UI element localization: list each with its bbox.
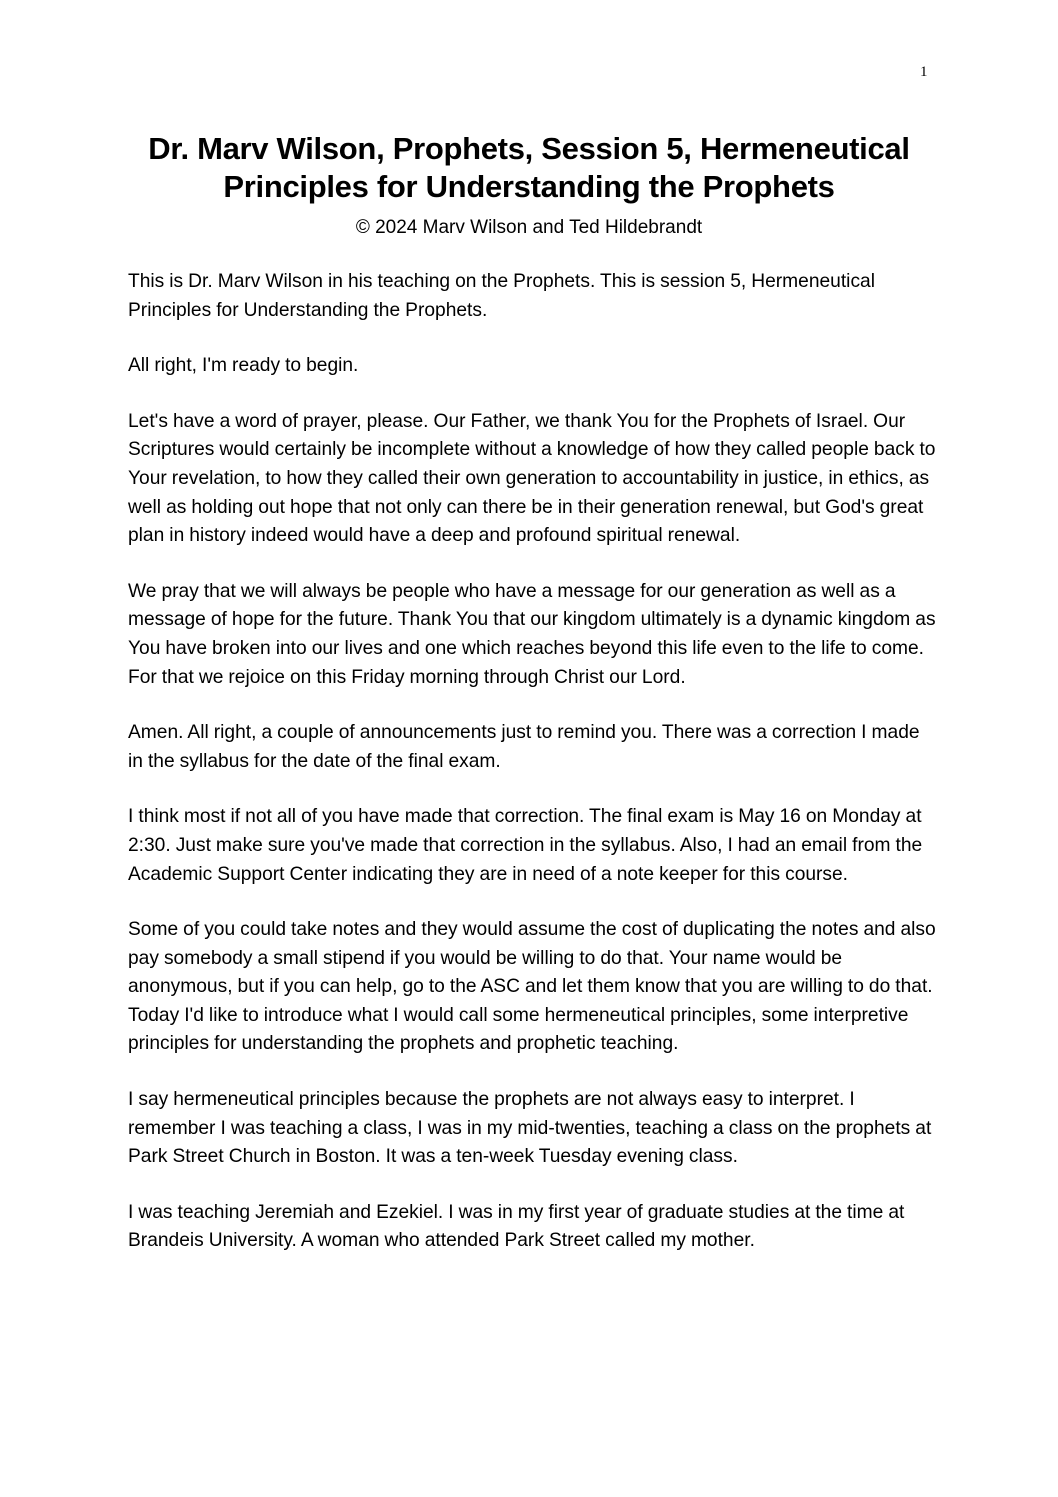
paragraph-jeremiah-ezekiel: I was teaching Jeremiah and Ezekiel. I was in my first year of graduate studies at the time at Brandeis University. A woman who attended Park Street called my mother. <box>128 1201 905 1252</box>
paragraph-begin: All right, I'm ready to begin. <box>128 355 359 377</box>
paragraph-hermeneutical: I say hermeneutical principles because the prophets are not always easy to interpret. I remember I was teaching a class, I was in my mid-twenties, teaching a class on the prophets at Park Street Church in Boston. It was a ten-week Tuesday evening class. <box>128 1089 932 1168</box>
copyright-line: © 2024 Marv Wilson and Ted Hildebrandt <box>355 217 703 238</box>
paragraph-prayer-continued: We pray that we will always be people who have a message for our generation as well as a message of hope for the future. Thank You that our kingdom ultimately is a dynamic kingdom as You have broken into our lives and one which reaches beyond this life even to the life to come. For that we rejoice on this Friday morning through Christ our Lord. <box>128 580 936 688</box>
paragraph-announcements: Amen. All right, a couple of announcements just to remind you. There was a correction I made in the syllabus for the date of the final exam. <box>128 722 920 772</box>
paragraph-intro: This is Dr. Marv Wilson in his teaching on the Prophets. This is session 5, Hermeneutical Principles for Understanding the Prophets. <box>128 271 875 321</box>
paragraph-note-keeper: Some of you could take notes and they would assume the cost of duplicating the notes and also pay somebody a small stipend if you would be willing to do that. Your name would be anonymous, but if you can help, go to the ASC and let them know that you are willing to do that. Today I'd like to introduce what I would call some hermeneutical principles, some interpretive principles for understanding the prophets and prophetic teaching. <box>128 919 936 1055</box>
page-number: 1 <box>920 64 928 80</box>
document-body <box>128 268 938 1283</box>
document-title: Dr. Marv Wilson, Prophets, Session 5, Hermeneutical Principles for Understanding the Prophets <box>148 131 910 204</box>
paragraph-final-exam: I think most if not all of you have made that correction. The final exam is May 16 on Monday at 2:30. Just make sure you've made that correction in the syllabus. Also, I had an email from the Academic Support Center indicating they are in need of a note keeper for this course. <box>128 806 923 885</box>
paragraph-prayer: Let's have a word of prayer, please. Our Father, we thank You for the Prophets of Israel. Our Scriptures would certainly be incomplete without a knowledge of how they called people back to Your revelation, to how they called their own generation to accountability in justice, in ethics, as well as holding out hope that not only can there be in their generation renewal, but God's great plan in history indeed would have a deep and profound spiritual renewal. <box>128 410 936 547</box>
